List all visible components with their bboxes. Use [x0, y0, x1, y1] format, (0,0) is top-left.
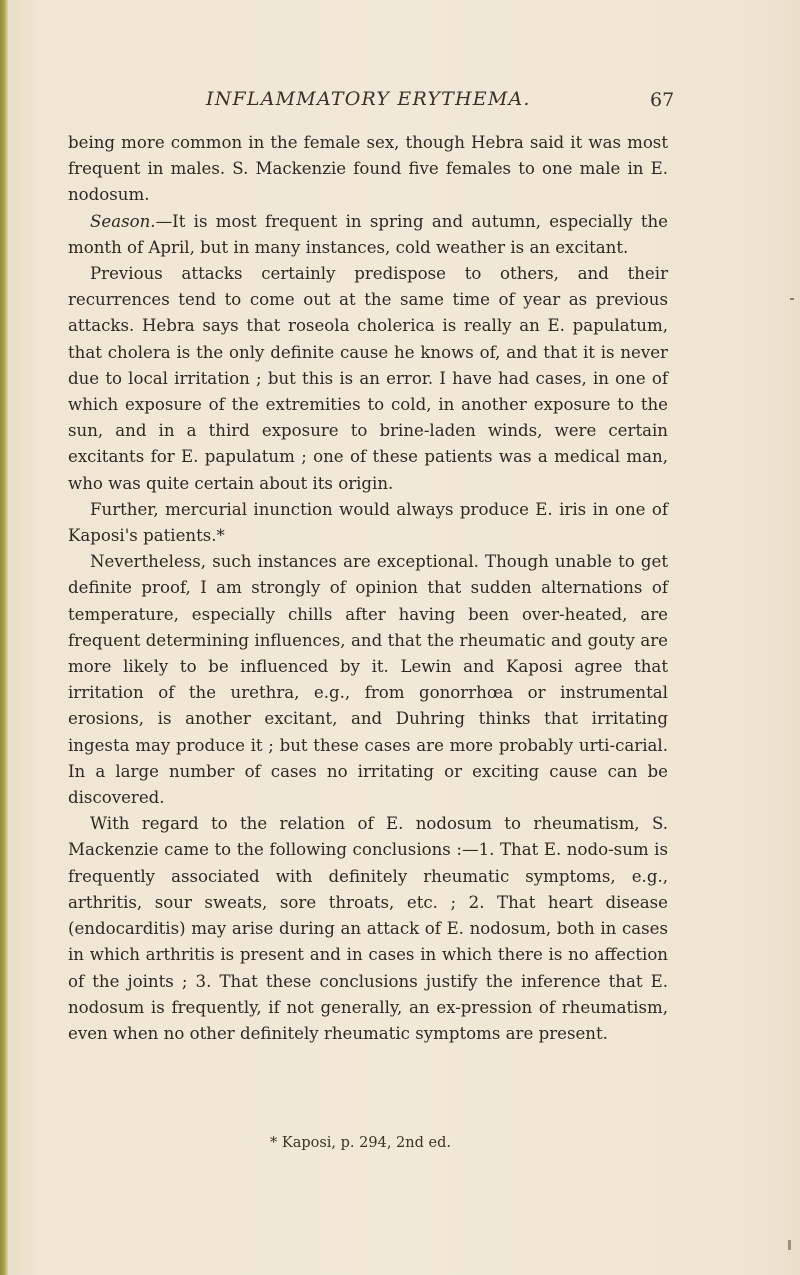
paragraph-text: Further, mercurial inunction would always produce E. iris in one of Kaposi's patients.* — [68, 499, 668, 546]
page-header — [0, 88, 800, 116]
margin-mark — [790, 298, 794, 300]
body-text — [68, 130, 668, 1047]
paragraph — [68, 209, 668, 261]
paragraph-text: Nevertheless, such instances are exceptional. Though unable to get definite proof, I am strongly of opinion that sudden alternations of temperature, especially chills after having been over-heated, are frequent determining influences, and that the rheumatic and gouty are more likely to be influenced by it. Lewin and Kaposi agree that irritation of the urethra, e.g., from gonorrhœa or instrumental erosions, is another excitant, and Duhring thinks that irritating ingesta may produce it ; but these cases are more probably urti-carial. In a large number of cases no irritating or exciting cause can be discovered. — [68, 552, 668, 808]
footnote: * Kaposi, p. 294, 2nd ed. — [270, 1135, 451, 1151]
paragraph — [68, 811, 668, 1047]
paragraph-text: —It is most frequent in spring and autumn, especially the month of April, but in many instances, cold weather is an excitant. — [68, 211, 668, 257]
binding-gutter — [0, 0, 8, 1275]
paragraph-text: being more common in the female sex, though Hebra said it was most frequent in males. S. Mackenzie found five females to one male in E. nodosum. — [68, 133, 668, 205]
corner-mark — [788, 1240, 791, 1250]
paragraph — [68, 261, 668, 497]
section-lead: Season. — [90, 211, 156, 231]
paragraph-text: Previous attacks certainly predispose to others, and their recurrences tend to come out at the same time of year as previous attacks. Hebra says that roseola cholerica is really an E. papulatum, that cholera is the only definite cause he knows of, and that it is never due to local irritation ; but this is an error. I have had cases, in one of which exposure of the extremities to cold, in another exposure to the sun, and in a third exposure to brine-laden winds, were certain excitants for E. papulatum ; one of these patients was a medical man, who was quite certain about its origin. — [68, 264, 668, 493]
paragraph-text: With regard to the relation of E. nodosum to rheumatism, S. Mackenzie came to the following conclusions :—1. That E. nodo-sum is frequently associated with definitely rheumatic symptoms, e.g., arthritis, sour sweats, sore throats, etc. ; 2. That heart disease (endocarditis) may arise during an attack of E. nodosum, both in cases in which arthritis is present and in cases in which there is no affection of the joints ; 3. That these conclusions justify the inference that E. nodosum is frequently, if not generally, an ex-pression of rheumatism, even when no other definitely rheumatic symptoms are present. — [68, 814, 668, 1043]
paragraph — [68, 549, 668, 811]
paragraph — [68, 130, 668, 209]
page-number: 67 — [650, 89, 675, 111]
paragraph — [68, 497, 668, 549]
running-head: INFLAMMATORY ERYTHEMA. — [206, 88, 531, 110]
